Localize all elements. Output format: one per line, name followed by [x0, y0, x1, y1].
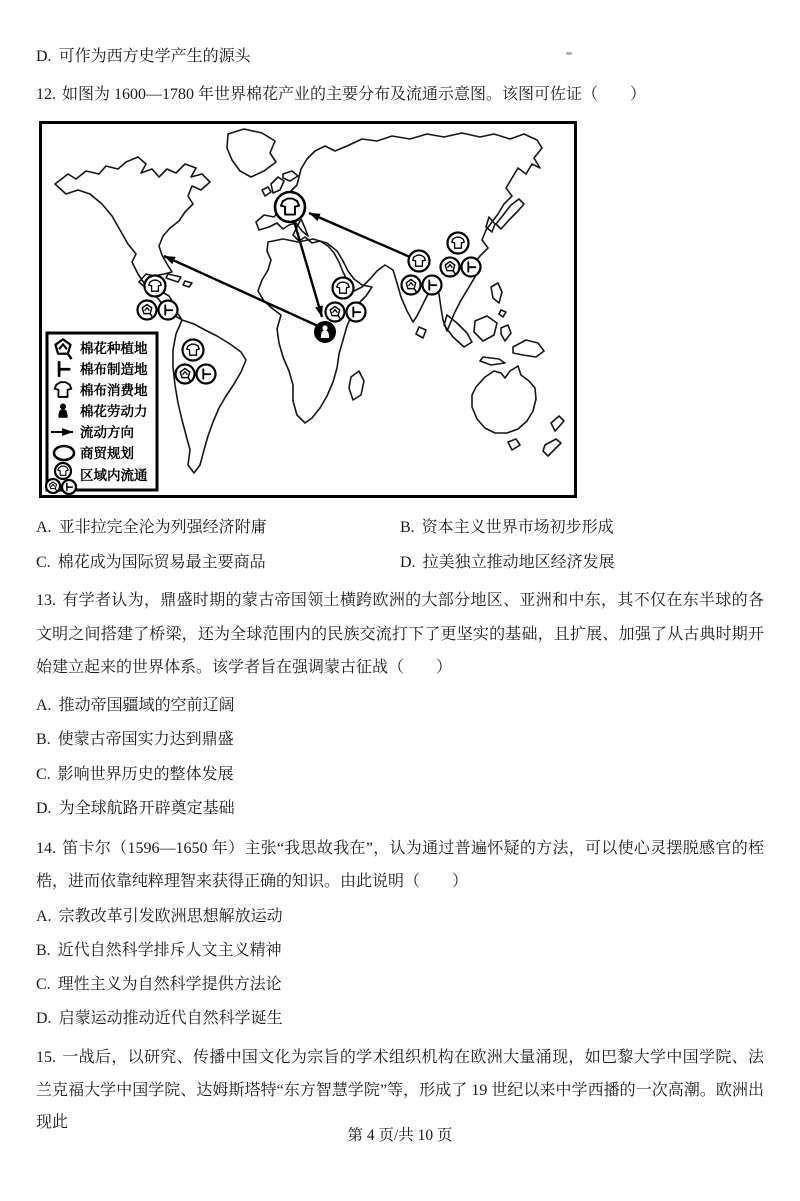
option-label: C.	[36, 976, 51, 993]
q13-option-d	[36, 798, 764, 820]
q14-option-b	[36, 940, 764, 962]
option-text: 可作为西方史学产生的源头	[58, 48, 251, 65]
q12-option-d	[400, 552, 615, 574]
question-number: 13.	[36, 592, 56, 609]
legend-label: 商贸规划	[80, 446, 134, 461]
legend-label: 棉布制造地	[80, 362, 148, 377]
question-text: 有学者认为，鼎盛时期的蒙古帝国领土横跨欧洲的大部分地区、亚洲和中东，其不仅在东半球的各文明之间搭建了桥梁，还为全球范围内的民族交流打下了更坚实的基础，且扩展、加强了从古典时期开始建立起来的世界体系。该学者旨在强调蒙古征战（ ）	[36, 592, 764, 676]
option-label: A.	[36, 519, 52, 536]
option-text: 推动帝国疆域的空前辽阔	[58, 697, 235, 714]
option-text: 启蒙运动推动近代自然科学诞生	[58, 1010, 283, 1027]
legend-label: 区域内流通	[80, 468, 148, 483]
flow-arrow-india-to-europe	[309, 213, 410, 257]
cluster-east-asia	[441, 233, 481, 277]
option-text: 使蒙古帝国实力达到鼎盛	[57, 731, 234, 748]
option-label: D.	[400, 554, 416, 571]
q12-stem	[36, 84, 764, 106]
trade-planning-circle-icon	[54, 446, 74, 460]
world-map-svg	[42, 124, 574, 495]
question-text: 一战后，以研究、传播中国文化为宗旨的学术组织机构在欧洲大量涌现，如巴黎大学中国学院、法兰克福大学中国学院、达姆斯塔特“东方智慧学院”等，形成了 19 世纪以来中学西播的一次高潮。欧洲出现此	[36, 1049, 764, 1131]
q14-option-c	[36, 974, 764, 996]
cotton-trade-map-figure	[39, 121, 577, 498]
q11-option-d	[36, 46, 764, 68]
question-number: 15.	[36, 1049, 56, 1066]
legend-label: 棉花劳动力	[80, 404, 148, 419]
option-label: D.	[36, 48, 52, 65]
africa-labor-node	[315, 322, 335, 342]
option-label: B.	[400, 519, 415, 536]
option-text: 亚非拉完全沦为列强经济附庸	[58, 519, 267, 536]
option-text: 资本主义世界市场初步形成	[421, 519, 614, 536]
option-label: D.	[36, 1010, 52, 1027]
question-number: 12.	[36, 86, 56, 103]
page-footer: 第 4 页/共 10 页	[347, 1127, 453, 1144]
cluster-south-america	[176, 340, 216, 384]
option-text: 影响世界历史的整体发展	[57, 766, 234, 783]
option-label: C.	[36, 766, 51, 783]
option-text: 理性主义为自然科学提供方法论	[57, 976, 282, 993]
q13-stem	[36, 584, 764, 685]
question-text: 笛卡尔（1596—1650 年）主张“我思故我在”，认为通过普遍怀疑的方法，可以使心灵摆脱感官的桎梏，进而依靠纯粹理智来获得正确的知识。由此说明（ ）	[36, 840, 764, 890]
option-label: A.	[36, 697, 52, 714]
q13-option-b	[36, 729, 764, 751]
legend-label: 棉花种植地	[80, 341, 148, 356]
q14-option-d	[36, 1008, 764, 1030]
option-text: 宗教改革引发欧洲思想解放运动	[58, 908, 283, 925]
flow-arrow-africa-to-america	[164, 256, 318, 326]
q13-option-c	[36, 764, 764, 786]
question-number: 14.	[36, 840, 56, 857]
option-text: 近代自然科学排斥人文主义精神	[57, 942, 282, 959]
option-text: 为全球航路开辟奠定基础	[58, 800, 235, 817]
option-text: 棉花成为国际贸易最主要商品	[57, 554, 266, 571]
option-label: D.	[36, 800, 52, 817]
option-label: B.	[36, 942, 51, 959]
europe-consumption-node	[275, 192, 305, 222]
q14-option-a	[36, 906, 764, 928]
question-text: 如图为 1600—1780 年世界棉花产业的主要分布及流通示意图。该图可佐证（ ）	[62, 86, 647, 103]
q14-stem	[36, 832, 764, 898]
option-label: C.	[36, 554, 51, 571]
q12-option-b	[400, 517, 614, 539]
option-label: B.	[36, 731, 51, 748]
legend-label: 棉布消费地	[80, 383, 148, 398]
legend-label: 流动方向	[80, 425, 134, 440]
map-legend	[46, 333, 157, 494]
flow-arrows	[164, 213, 410, 326]
option-label: A.	[36, 908, 52, 925]
option-text: 拉美独立推动地区经济发展	[422, 554, 615, 571]
q13-option-a	[36, 695, 764, 717]
